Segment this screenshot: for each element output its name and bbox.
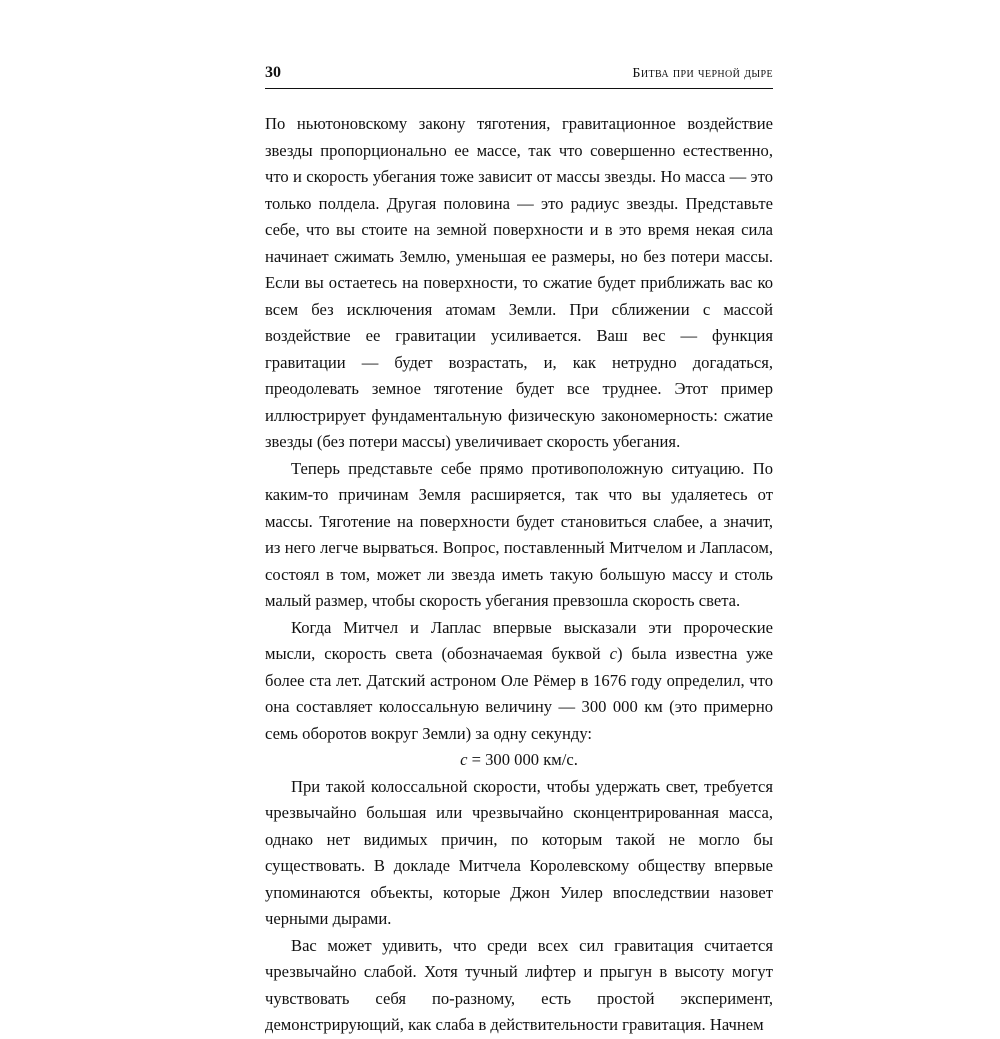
- book-page: [265, 64, 773, 1039]
- paragraph-2: Теперь представьте себе прямо противоположную ситуацию. По каким-то причинам Земля расширяется, так что вы удаляетесь от массы. Тяготение на поверхности будет становиться слабее, а значит, из него легче вырваться. Вопрос, поставленный Митчелом и Лапласом, состоял в том, может ли звезда иметь такую большую массу и столь малый размер, чтобы скорость убегания превзошла скорость света.: [265, 458, 773, 610]
- paragraph-3-text-a: Когда Митчел и Лаплас впервые высказали эти пророческие мысли, скорость света (обозначаемая буквой: [265, 617, 773, 663]
- page-number: 30: [265, 64, 281, 81]
- formula-symbol: c: [460, 750, 468, 769]
- paragraph-3: [265, 615, 773, 748]
- paragraph-3-text-b: ) была известна уже более ста лет. Датский астроном Оле Рёмер в 1676 году определил, что она составляет колоссальную величину — 300 000 км (это примерно семь оборотов вокруг Земли) за одну секунду:: [265, 644, 773, 743]
- paragraph-1: По ньютоновскому закону тяготения, гравитационное воздействие звезды пропорционально ее массе, так что совершенно естественно, что и скорость убегания тоже зависит от массы звезды. Но масса — это только полдела. Другая половина — это радиус звезды. Представьте себе, что вы стоите на земной поверхности и в это время некая сила начинает сжимать Землю, уменьшая ее размеры, но без потери массы. Если вы остаетесь на поверхности, то сжатие будет приближать вас ко всем без исключения атомам Земли. При сближении с массой воздействие ее гравитации усиливается. Ваш вес — функция гравитации — будет возрастать, и, как нетрудно догадаться, преодолевать земное тяготение будет все труднее. Этот пример иллюстрирует фундаментальную физическую закономерность: сжатие звезды (без потери массы) увеличивает скорость убегания.: [265, 114, 773, 451]
- running-title: Битва при черной дыре: [632, 66, 773, 81]
- speed-of-light-formula: [265, 747, 773, 774]
- running-head: [265, 64, 773, 86]
- header-rule: [265, 88, 773, 89]
- paragraph-5: Вас может удивить, что среди всех сил гравитация считается чрезвычайно слабой. Хотя тучный лифтер и прыгун в высоту могут чувствовать себя по-разному, есть простой эксперимент, демонстрирующий, как слаба в действительности гравитация. Начнем: [265, 935, 773, 1034]
- speed-of-light-letter: c: [609, 644, 617, 663]
- formula-value: = 300 000 км/с.: [467, 750, 578, 769]
- body-text: [265, 111, 773, 1039]
- paragraph-4: При такой колоссальной скорости, чтобы удержать свет, требуется чрезвычайно большая или чрезвычайно сконцентрированная масса, однако нет видимых причин, по которым такой не могло бы существовать. В докладе Митчела Королевскому обществу впервые упоминаются объекты, которые Джон Уилер впоследствии назовет черными дырами.: [265, 776, 773, 928]
